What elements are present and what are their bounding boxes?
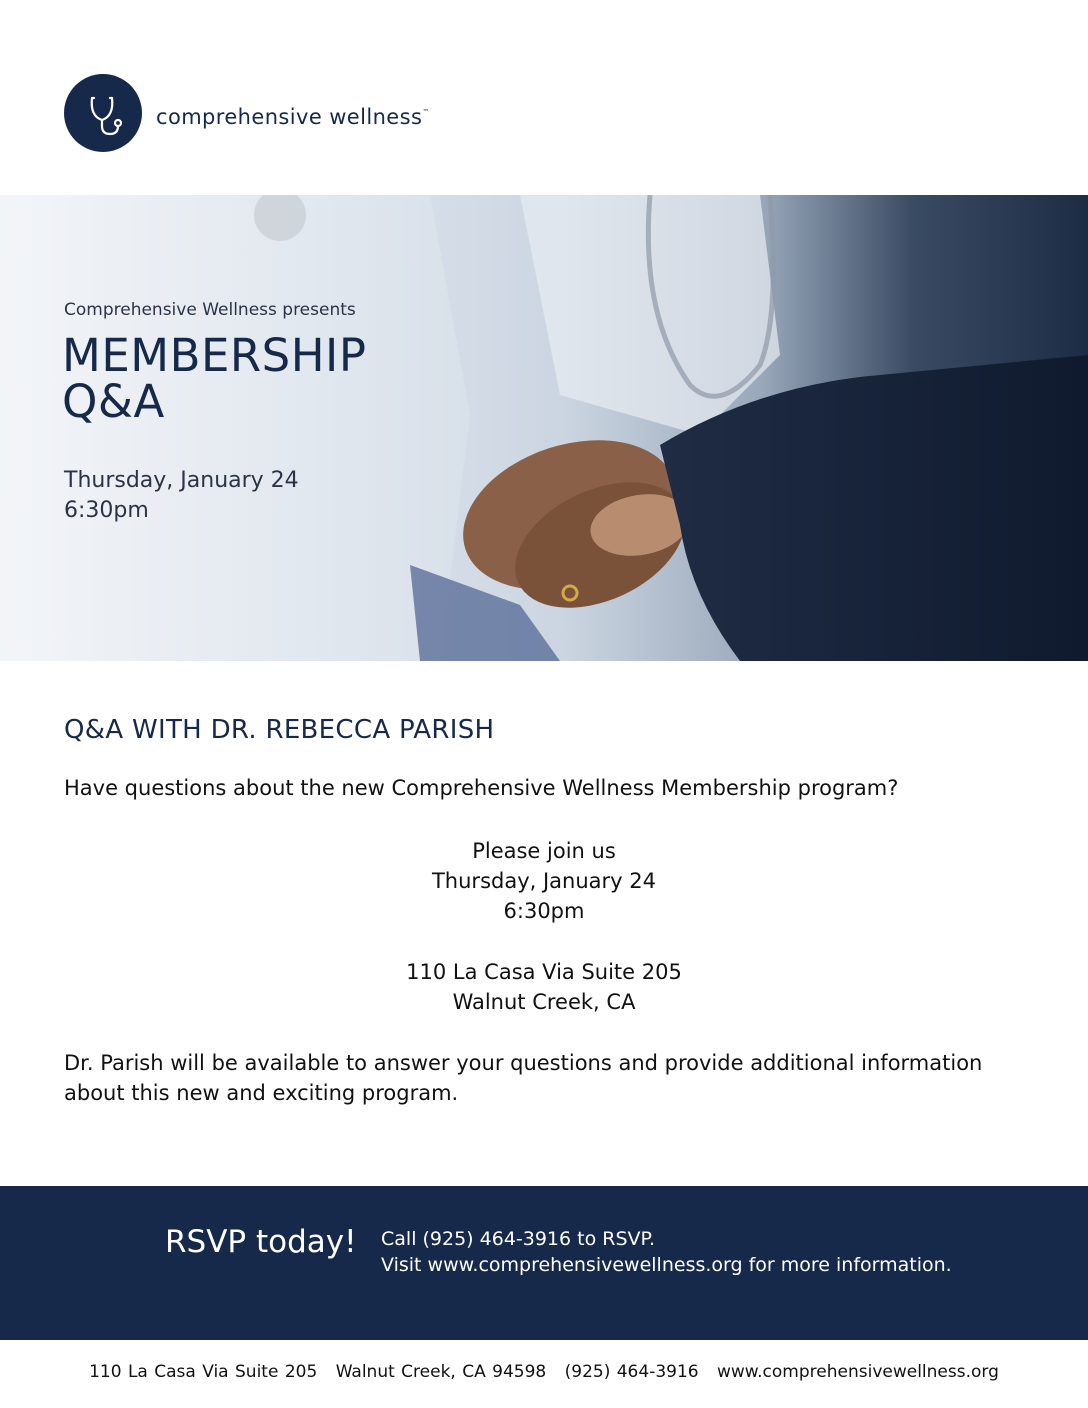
- hero-photo: [0, 195, 1088, 661]
- closing-text: Dr. Parish will be available to answer your questions and provide additional information about this new and exciting program.: [64, 1051, 983, 1105]
- brand-name: comprehensive wellness™: [156, 105, 430, 129]
- event-title-line2: Q&A: [62, 375, 165, 428]
- join-text: Please join us: [472, 839, 616, 863]
- hero-datetime: [64, 466, 299, 526]
- rsvp-banner: [0, 1186, 1088, 1340]
- hero-presents: Comprehensive Wellness presents: [64, 300, 356, 320]
- stethoscope-icon: [64, 74, 142, 152]
- rsvp-info: [381, 1226, 952, 1278]
- event-location: [0, 957, 1088, 1017]
- logo: [64, 74, 430, 152]
- footer-city: Walnut Creek, CA 94598: [335, 1362, 547, 1382]
- footer: [0, 1362, 1088, 1382]
- event-date: Thursday, January 24: [431, 869, 656, 893]
- address-line1: 110 La Casa Via Suite 205: [406, 960, 682, 984]
- hero-date: Thursday, January 24: [64, 468, 299, 493]
- hero-banner: [0, 195, 1088, 661]
- rsvp-call: Call (925) 464-3916 to RSVP.: [381, 1228, 656, 1250]
- event-time: 6:30pm: [503, 899, 585, 923]
- address-line2: Walnut Creek, CA: [452, 990, 636, 1014]
- event-title-line1: MEMBERSHIP: [62, 329, 367, 382]
- hero-time: 6:30pm: [64, 498, 149, 523]
- section-heading: Q&A WITH DR. REBECCA PARISH: [64, 715, 495, 745]
- intro-text: Have questions about the new Comprehensive Wellness Membership program?: [64, 776, 899, 800]
- footer-phone: (925) 464-3916: [564, 1362, 699, 1382]
- rsvp-visit: Visit www.comprehensivewellness.org for more information.: [381, 1254, 952, 1276]
- footer-address: 110 La Casa Via Suite 205: [89, 1362, 318, 1382]
- event-details: [0, 836, 1088, 926]
- event-title: [62, 329, 367, 428]
- footer-website[interactable]: www.comprehensivewellness.org: [717, 1362, 999, 1382]
- rsvp-title: RSVP today!: [165, 1224, 357, 1260]
